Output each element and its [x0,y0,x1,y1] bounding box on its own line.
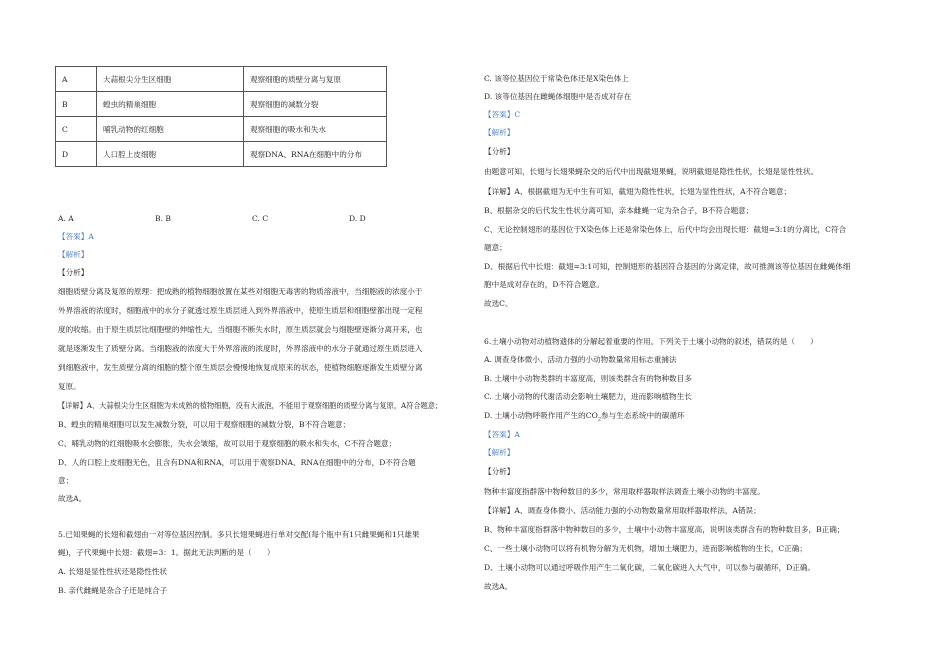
q6-option-c: C. 土壤小动物的代谢活动会影响土壤肥力，进而影响植物生长 [484,392,692,401]
fenxi-line: 由题意可知，长翅与长翅果蝇杂交的后代中出现截翅果蝇，说明截翅是隐性性状，长翅是显性性状。 [484,167,819,176]
option-cell: C [56,117,97,142]
q5-option-c: C. 该等位基因位于常染色体还是X染色体上 [484,74,629,83]
fenxi-tag: 【分析】 [484,147,515,156]
experiment-cell: 观察细胞的减数分裂 [244,92,387,117]
fenxi-tag: 【分析】 [58,268,89,277]
choice-c: C. C [252,214,269,223]
fenxi-line: 就是逐渐发生了质壁分离。当细胞液的浓度大于外界溶液的浓度时，外界溶液中的水分子就通过原生质层进入 [58,344,423,353]
conclusion: 故选A。 [58,494,87,503]
q5-stem: 5.已知果蝇的长翅和截翅由一对等位基因控制。多只长翅果蝇进行单对交配(每个瓶中有1只雌果蝇和1只雄果 [58,530,420,539]
answer-tag: 【答案】A [484,430,520,439]
xiangjie-line: D、土壤小动物可以通过呼吸作用产生二氧化碳，二氧化碳进入大气中，可以参与碳循环，D正确。 [484,563,816,572]
q6-option-a: A. 调查身体微小、活动力强的小动物数量常用标志重捕法 [484,355,677,364]
conclusion: 故选A。 [484,582,513,591]
fenxi-line: 到细胞液中，发生质壁分离的细胞的整个原生质层会慢慢地恢复成原来的状态，使植物细胞逐渐发生质壁分离 [58,363,423,372]
xiangjie-line: B、蝗虫的精巢细胞可以发生减数分裂，可以用于观察细胞的减数分裂，B不符合题意； [58,420,351,429]
xiangjie-line: 【详解】A、根据截翅为无中生有可知，截翅为隐性性状，长翅为显性性状，A不符合题意； [484,187,792,196]
q6-option-d-text: D. 土壤小动物呼吸作用产生的CO [484,411,598,420]
jiexi-tag: 【解析】 [484,448,515,457]
q5-option-a: A. 长翅是显性性状还是隐性性状 [58,567,168,576]
fenxi-line: 外界溶液的浓度时，细胞液中的水分子就透过原生质层进入到外界溶液中，使原生质层和细胞壁都出现一定程 [58,306,423,315]
fenxi-tag: 【分析】 [484,467,515,476]
experiment-table [55,66,387,167]
table-row [56,92,387,117]
q6-option-d [484,409,685,427]
option-cell: A [56,67,97,92]
conclusion: 故选C。 [484,299,513,308]
jiexi-tag: 【解析】 [484,128,515,137]
answer-tag: 【答案】C [484,110,521,119]
xiangjie-line: C、一些土壤小动物可以将有机物分解为无机物，增加土壤肥力，进而影响植物的生长，C正确； [484,544,807,553]
xiangjie-line: 【详解】A、大蒜根尖分生区细胞为未成熟的植物细胞，没有大液泡，不能用于观察细胞的质壁分离与复原，A符合题意； [58,401,443,410]
xiangjie-line: 意； [58,476,74,485]
option-cell: D [56,142,97,167]
table-row [56,117,387,142]
xiangjie-line: 题意； [484,243,507,252]
q6-option-d-text2: 参与生态系统中的碳循环 [601,411,685,420]
q6-option-d-sub: 2 [597,416,601,423]
choice-d: D. D [349,214,366,223]
xiangjie-line: 胞中是成对存在的，D不符合题意。 [484,280,604,289]
answer-tag: 【答案】A [58,232,94,241]
experiment-cell: 观察细胞的吸水和失水 [244,117,387,142]
material-cell: 哺乳动物的红细胞 [97,117,244,142]
choice-b: B. B [155,214,171,223]
q5-option-d: D. 该等位基因在雌蝇体细胞中是否成对存在 [484,92,632,101]
jiexi-tag: 【解析】 [58,250,89,259]
experiment-cell: 观察细胞的质壁分离与复原 [244,67,387,92]
xiangjie-line: C、哺乳动物的红细胞吸水会膨胀，失水会皱缩，故可以用于观察细胞的吸水和失水，C不符合题意； [58,439,397,448]
material-cell: 人口腔上皮细胞 [97,142,244,167]
q5-option-b: B. 亲代雌蝇是杂合子还是纯合子 [58,586,168,595]
q5-stem: 蝇)，子代果蝇中长翅：截翅=3：1。据此无法判断的是（ ） [58,548,275,557]
material-cell: 大蒜根尖分生区细胞 [97,67,244,92]
table-row [56,67,387,92]
xiangjie-line: 【详解】A、调查身体微小、活动能力强的小动物数量常用取样器取样法，A错误； [484,506,761,515]
experiment-cell: 观察DNA、RNA在细胞中的分布 [244,142,387,167]
xiangjie-line: C、无论控制翅形的基因位于X染色体上还是常染色体上，后代中均会出现长翅：截翅=3:1的分离比，C符合 [484,225,847,234]
fenxi-line: 物种丰富度指群落中物种数目的多少，常用取样器取样法调查土壤小动物的丰富度。 [484,487,765,496]
xiangjie-line: B、根据杂交的后代发生性状分离可知，亲本雌蝇一定为杂合子，B不符合题意； [484,206,754,215]
fenxi-line: 度的收缩。由于原生质层比细胞壁的伸缩性大，当细胞不断失水时，原生质层就会与细胞壁逐渐分离开来，也 [58,325,423,334]
material-cell: 蝗虫的精巢细胞 [97,92,244,117]
q6-stem: 6.土壤小动物对动植物遗体的分解起着重要的作用。下列关于土壤小动物的叙述，错误的是（ ） [484,337,818,346]
fenxi-line: 复原。 [58,382,81,391]
table-row [56,142,387,167]
choice-a: A. A [58,214,74,223]
fenxi-line: 细胞质壁分离及复原的原理：把成熟的植物细胞放置在某些对细胞无毒害的物质溶液中，当细胞液的浓度小于 [58,287,423,296]
option-cell: B [56,92,97,117]
xiangjie-line: D、人的口腔上皮细胞无色，且含有DNA和RNA，可以用于观察DNA、RNA在细胞中的分布，D不符合题 [58,458,416,467]
xiangjie-line: D、根据后代中长翅：截翅=3:1可知，控制翅形的基因符合基因的分离定律，故可推测该等位基因在雌蝇体细 [484,262,851,271]
q6-option-b: B. 土壤中小动物类群的丰富度高，则该类群含有的物种数目多 [484,374,692,383]
xiangjie-line: B、物种丰富度指群落中物种数目的多少，土壤中小动物丰富度高，说明该类群含有的物种数目多，B正确； [484,525,845,534]
